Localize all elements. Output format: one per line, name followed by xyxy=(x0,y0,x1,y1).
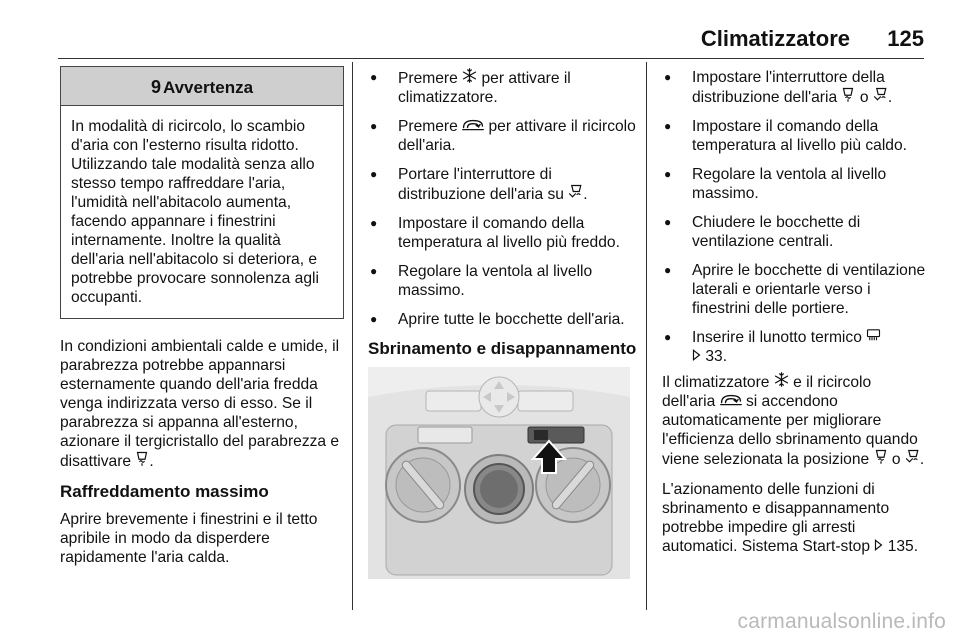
column-2 xyxy=(368,62,638,579)
list-item: ● Regolare la ventola al livello massimo. xyxy=(662,165,926,203)
windscreen-defrost-icon xyxy=(841,87,855,102)
list-item-text: Portare l'interruttore di distribuzione dell'aria su xyxy=(398,166,564,203)
bullet-list xyxy=(368,68,638,329)
list-item xyxy=(662,328,926,366)
list-item xyxy=(368,117,638,155)
list-item xyxy=(662,68,926,107)
warning-body: In modalità di ricircolo, lo scambio d'aria con l'esterno risulta ridotto. Utilizzando tale modalità senza allo stesso tempo raffreddare l'aria, l'umidità nell'abitacolo aumenta, facendo appannare i finestrini internamente. Inoltre la qualità dell'aria nell'abitacolo si deteriora, e potrebbe provocare sonnolenza agli occupanti. xyxy=(71,118,319,306)
punctuation: . xyxy=(919,451,925,468)
list-item: ● Aprire tutte le bocchette dell'aria. xyxy=(368,310,638,329)
column-1 xyxy=(60,62,344,578)
list-item-text: per attivare il ricircolo dell'aria. xyxy=(398,118,636,154)
list-item-text: Impostare l'interruttore della distribuzione dell'aria xyxy=(692,69,885,106)
warning-title: Avvertenza xyxy=(162,78,254,97)
list-item-text: Inserire il lunotto termico xyxy=(692,329,862,346)
punctuation: . xyxy=(583,186,588,203)
punctuation: . xyxy=(887,89,893,106)
column-3 xyxy=(662,62,926,567)
climate-control-panel-image xyxy=(368,367,630,579)
list-item xyxy=(368,165,638,204)
page-reference-arrow-icon xyxy=(874,539,883,551)
column-divider xyxy=(646,62,647,610)
paragraph-text: si accendono automaticamente per migliorare l'efficienza dello sbrinamento quando viene selezionata la posizione xyxy=(662,393,918,468)
page-number: 125 xyxy=(887,26,924,51)
windscreen-footwell-icon xyxy=(568,184,583,199)
paragraph xyxy=(60,337,344,471)
ac-snowflake-icon xyxy=(774,372,789,387)
windscreen-footwell-icon xyxy=(873,87,888,102)
paragraph: Aprire brevemente i finestrini e il tetto apribile in modo da disperdere rapidamente l'aria calda. xyxy=(60,511,318,566)
list-item: ● Chiudere le bocchette di ventilazione centrali. xyxy=(662,213,926,251)
page-header-title: Climatizzatore xyxy=(700,26,850,51)
page-reference-arrow-icon xyxy=(692,349,701,361)
list-item-text: Premere xyxy=(398,118,458,135)
list-item-text: Premere xyxy=(398,70,458,87)
warning-box xyxy=(60,66,344,319)
recirculation-icon xyxy=(720,393,742,406)
list-item-text: o xyxy=(859,89,869,106)
paragraph xyxy=(662,372,926,469)
windscreen-footwell-icon xyxy=(905,449,920,464)
paragraph-text: o xyxy=(891,451,901,468)
watermark: carmanualsonline.info xyxy=(737,610,946,633)
page-reference-link[interactable]: 33. xyxy=(705,348,728,365)
list-item: ● Impostare il comando della temperatura al livello più caldo. xyxy=(662,117,926,155)
paragraph-text: In condizioni ambientali calde e umide, il parabrezza potrebbe appannarsi esternamente quando dell'aria fredda venga indirizzata verso di esso. Se il parabrezza si appanna all'esterno, azionare il tergicristallo del parabrezza e disattivare xyxy=(60,338,340,470)
windscreen-defrost-icon xyxy=(874,449,888,464)
section-heading: Raffreddamento massimo xyxy=(60,482,269,501)
paragraph-text: Il climatizzatore xyxy=(662,374,770,391)
windscreen-defrost-icon xyxy=(135,451,149,466)
ac-snowflake-icon xyxy=(462,68,477,83)
list-item-text: per attivare il climatizzatore. xyxy=(398,70,571,106)
punctuation: . xyxy=(149,453,154,470)
list-item xyxy=(368,68,638,107)
paragraph xyxy=(662,480,926,556)
section-heading: Sbrinamento e disappannamento xyxy=(368,339,637,358)
paragraph-text: L'azionamento delle funzioni di sbrinamento e disappannamento potrebbe impedire gli arresti automatici. Sistema Start-stop xyxy=(662,481,890,555)
recirculation-icon xyxy=(462,118,484,131)
list-item: ● Regolare la ventola al livello massimo. xyxy=(368,262,638,300)
warning-header xyxy=(61,67,343,106)
paragraph-text: e il ricircolo dell'aria xyxy=(662,374,872,410)
header-rule xyxy=(58,58,924,59)
rear-window-heater-icon xyxy=(866,328,881,342)
bullet-list xyxy=(662,68,926,366)
warning-triangle-icon: 9 xyxy=(150,77,161,97)
page-reference-link[interactable]: 135. xyxy=(887,538,919,555)
list-item: ● Aprire le bocchette di ventilazione laterali e orientarle verso i finestrini delle portiere. xyxy=(662,261,926,318)
list-item: ● Impostare il comando della temperatura al livello più freddo. xyxy=(368,214,638,252)
column-divider xyxy=(352,62,353,610)
